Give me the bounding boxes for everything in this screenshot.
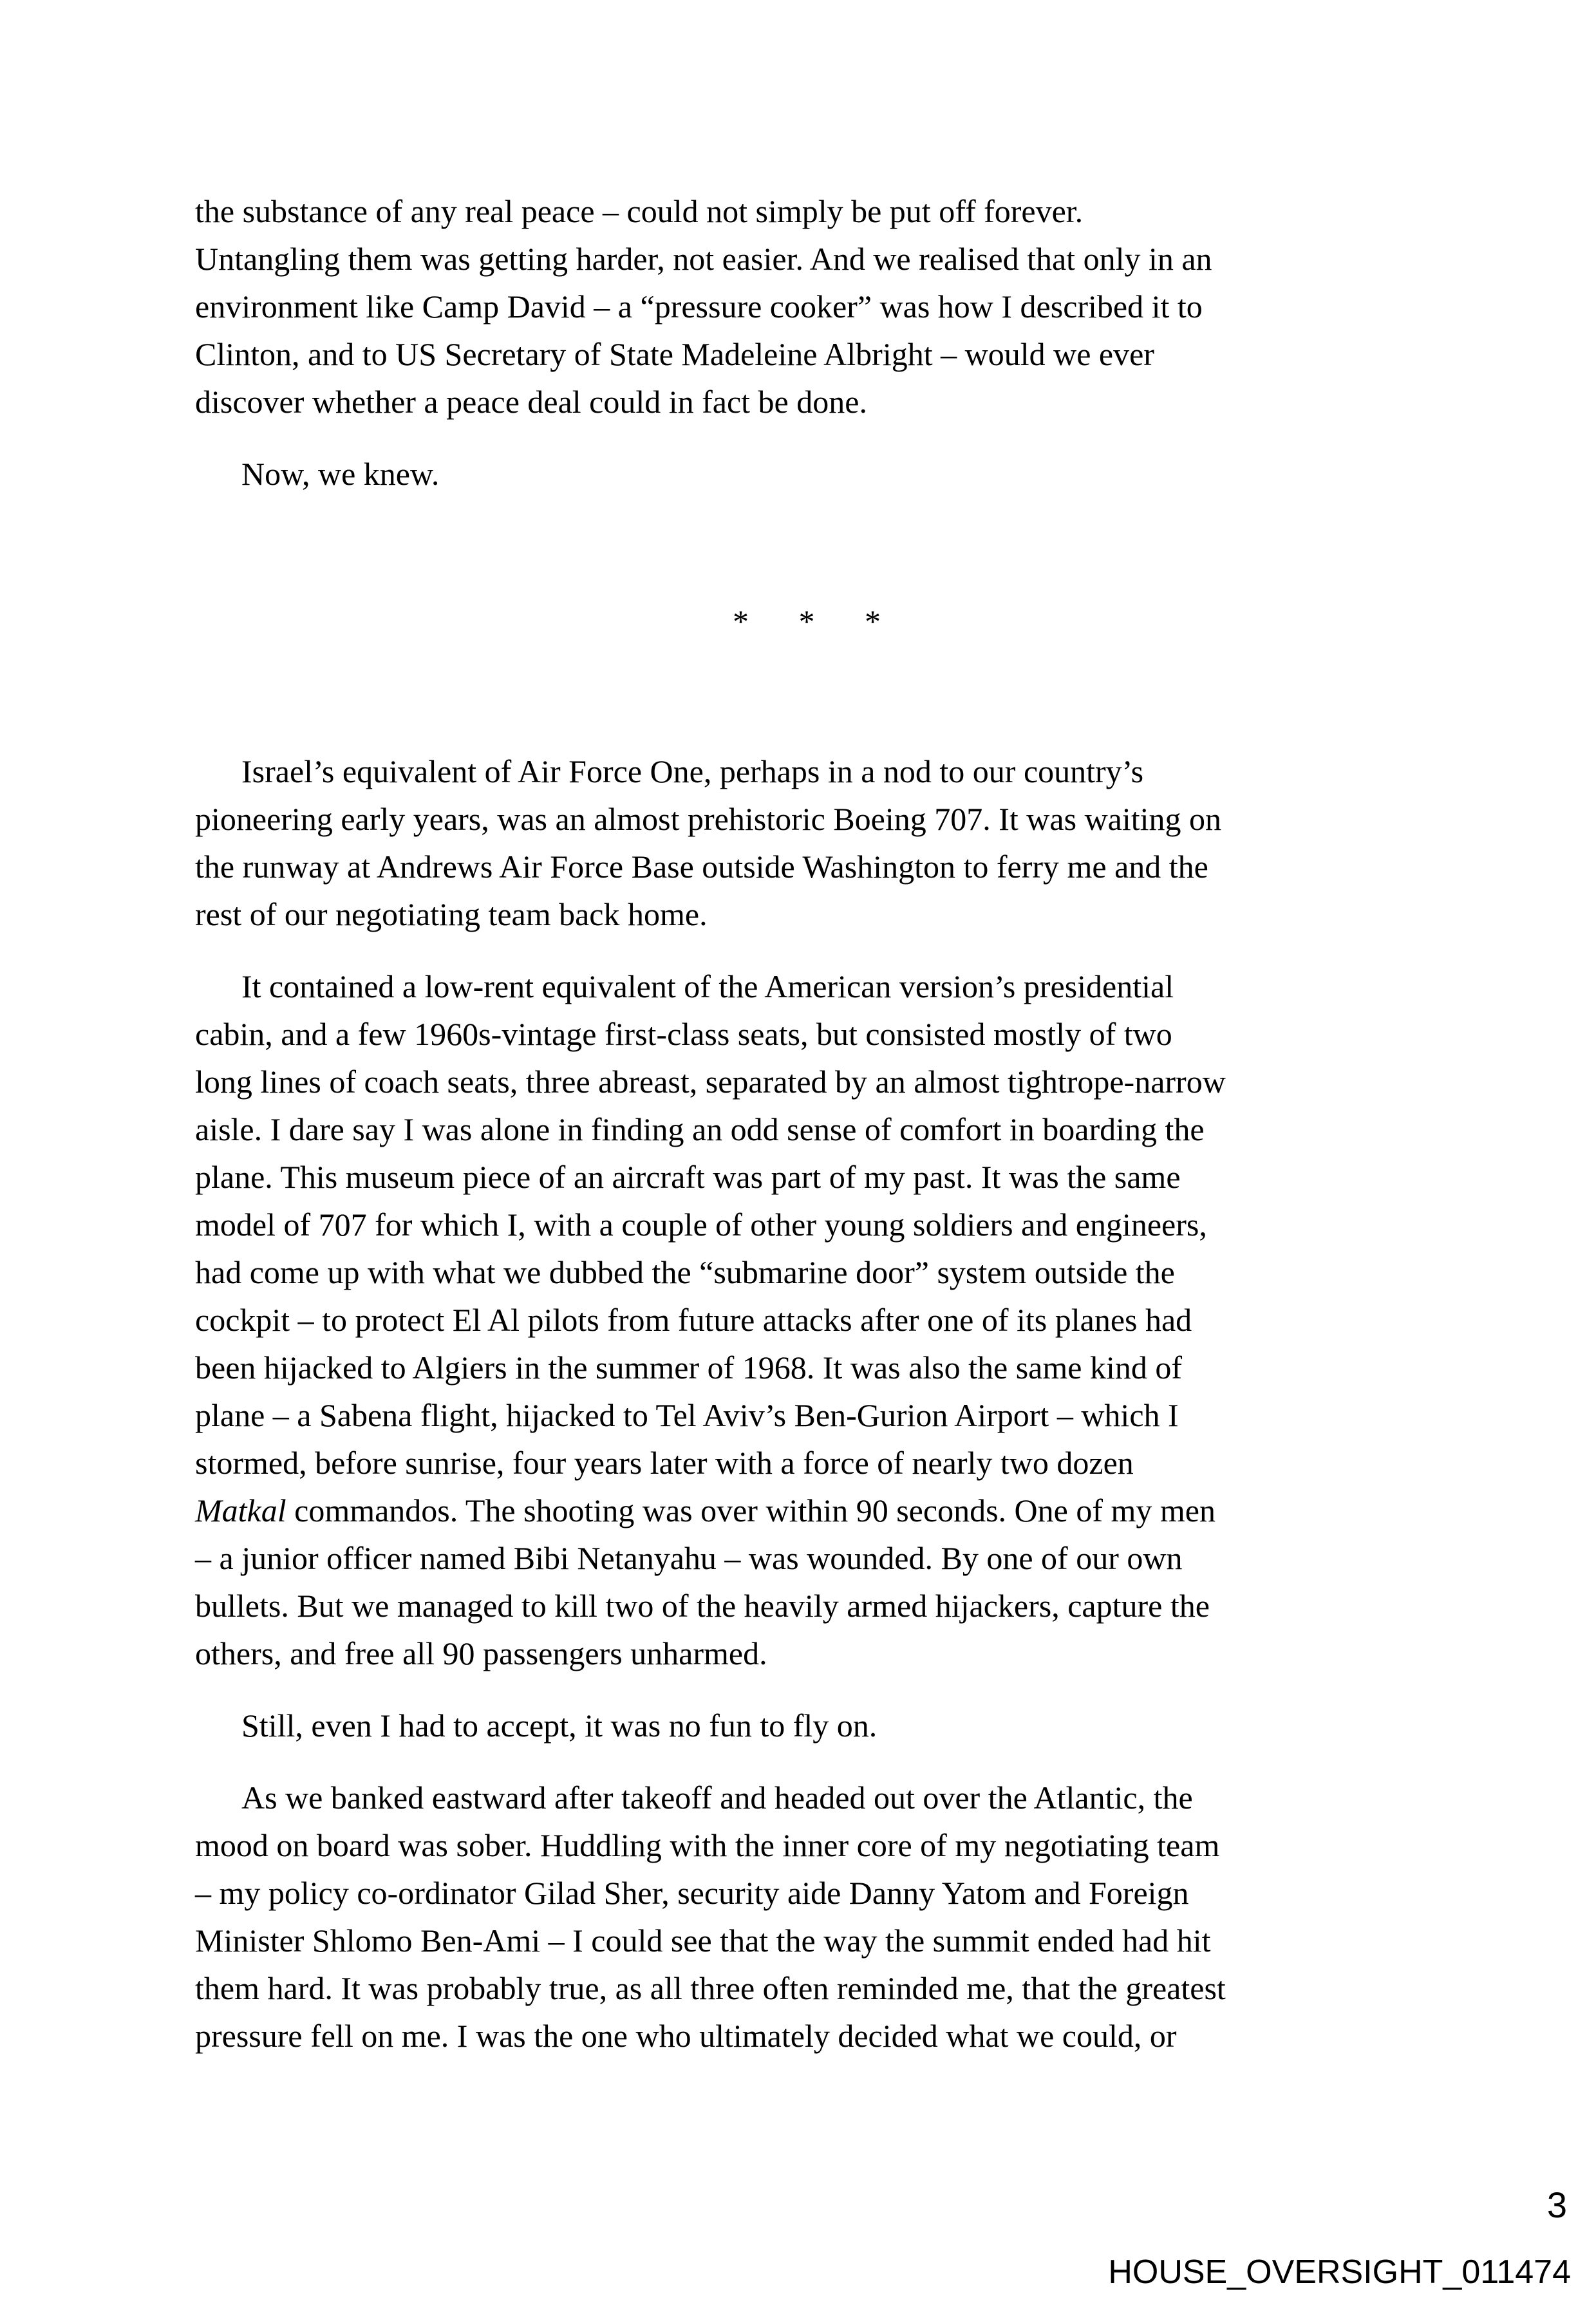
text-line: Israel’s equivalent of Air Force One, perhaps in a nod to our country’s	[241, 753, 1144, 789]
text-line: plane. This museum piece of an aircraft was part of my past. It was the same	[195, 1159, 1181, 1195]
text-line: model of 707 for which I, with a couple of other young soldiers and engineers,	[195, 1207, 1207, 1243]
text-line: the substance of any real peace – could not simply be put off forever.	[195, 193, 1084, 229]
text-line: It contained a low-rent equivalent of the American version’s presidential	[241, 968, 1174, 1004]
text-line: Still, even I had to accept, it was no fun to fly on.	[241, 1707, 878, 1744]
paragraph-1	[195, 187, 1418, 426]
text-line: long lines of coach seats, three abreast, separated by an almost tightrope-narrow	[195, 1064, 1226, 1100]
text-line: – my policy co-ordinator Gilad Sher, security aide Danny Yatom and Foreign	[195, 1875, 1189, 1911]
text-line: pressure fell on me. I was the one who ultimately decided what we could, or	[195, 2018, 1177, 2054]
text-line: had come up with what we dubbed the “submarine door” system outside the	[195, 1254, 1175, 1290]
paragraph-2	[195, 450, 1418, 498]
text-line: Untangling them was getting harder, not easier. And we realised that only in an	[195, 241, 1212, 277]
text-line: As we banked eastward after takeoff and headed out over the Atlantic, the	[241, 1780, 1193, 1816]
text-line: mood on board was sober. Huddling with the inner core of my negotiating team	[195, 1827, 1220, 1863]
section-break-asterisks: * * *	[733, 603, 881, 639]
text-line: aisle. I dare say I was alone in finding an odd sense of comfort in boarding the	[195, 1111, 1205, 1147]
text-line: cockpit – to protect El Al pilots from future attacks after one of its planes had	[195, 1302, 1192, 1338]
text-line: them hard. It was probably true, as all three often reminded me, that the greatest	[195, 1970, 1226, 2006]
text-line: bullets. But we managed to kill two of the heavily armed hijackers, capture the	[195, 1588, 1210, 1624]
text-line: others, and free all 90 passengers unharmed.	[195, 1635, 767, 1671]
body-text	[195, 187, 1418, 2060]
text-line: been hijacked to Algiers in the summer of 1968. It was also the same kind of	[195, 1349, 1182, 1386]
paragraph-3	[195, 747, 1418, 938]
text-line: cabin, and a few 1960s-vintage first-class seats, but consisted mostly of two	[195, 1016, 1172, 1052]
paragraph-4	[195, 963, 1418, 1677]
paragraph-6	[195, 1774, 1418, 2060]
text-line: stormed, before sunrise, four years later with a force of nearly two dozen	[195, 1445, 1134, 1481]
text-line: – a junior officer named Bibi Netanyahu – was wounded. By one of our own	[195, 1540, 1183, 1576]
text-line: environment like Camp David – a “pressure cooker” was how I described it to	[195, 288, 1203, 324]
text-line: plane – a Sabena flight, hijacked to Tel Aviv’s Ben-Gurion Airport – which I	[195, 1397, 1179, 1433]
bates-stamp: HOUSE_OVERSIGHT_011474	[1108, 2253, 1571, 2291]
text-line: discover whether a peace deal could in fact be done.	[195, 384, 867, 420]
italic-word: Matkal	[195, 1492, 286, 1528]
text-line: Minister Shlomo Ben-Ami – I could see that the way the summit ended had hit	[195, 1922, 1211, 1959]
text-line-with-italic	[195, 1487, 1418, 1534]
text-line: Clinton, and to US Secretary of State Madeleine Albright – would we ever	[195, 336, 1154, 372]
text-line: Now, we knew.	[241, 456, 440, 492]
section-break	[195, 597, 1418, 645]
text-line: pioneering early years, was an almost prehistoric Boeing 707. It was waiting on	[195, 801, 1222, 837]
text-line: the runway at Andrews Air Force Base outside Washington to ferry me and the	[195, 849, 1208, 885]
text-segment: commandos. The shooting was over within 90 seconds. One of my men	[286, 1492, 1216, 1528]
page-number: 3	[1546, 2185, 1567, 2225]
paragraph-5	[195, 1702, 1418, 1749]
text-line: rest of our negotiating team back home.	[195, 896, 708, 932]
